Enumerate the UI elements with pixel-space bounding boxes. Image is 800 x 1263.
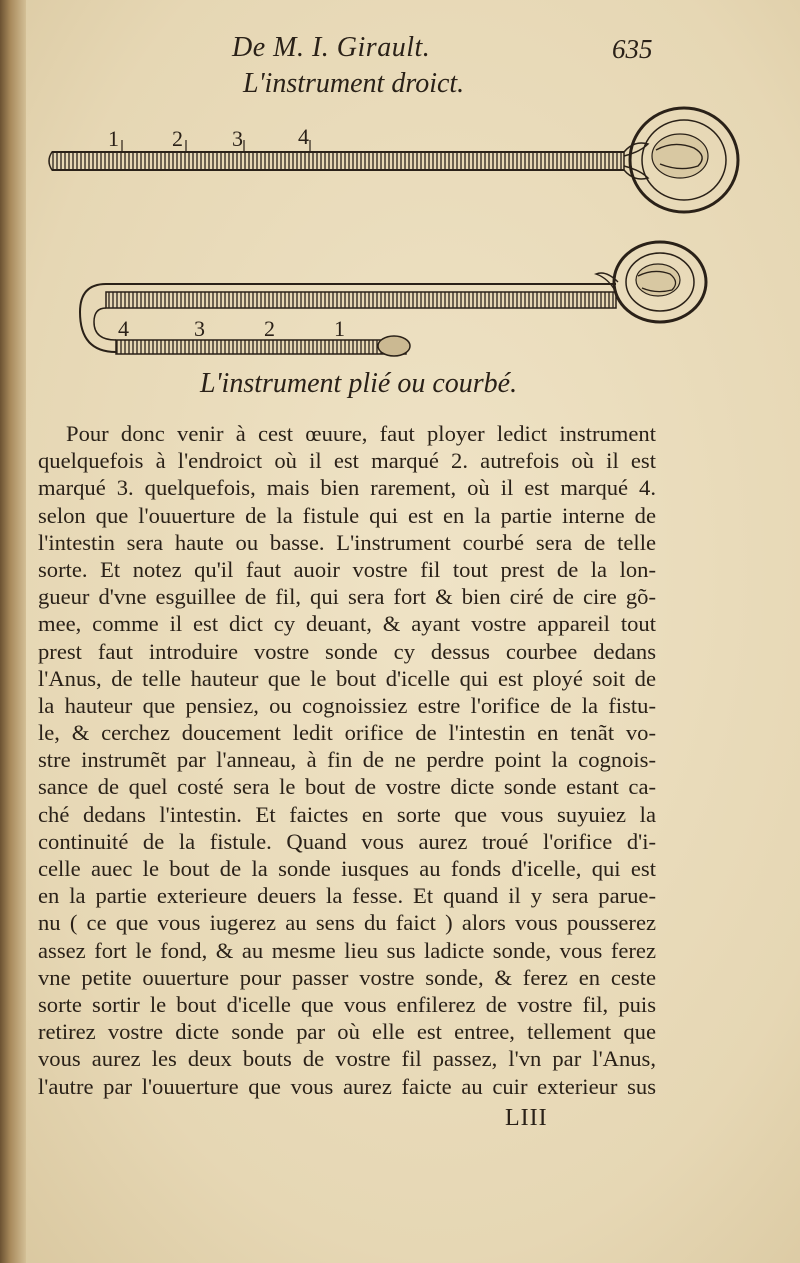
running-head: De M. I. Girault.	[232, 32, 431, 63]
text-line: en la partie exterieure deuers la fesse. Et quand il y sera parue-	[38, 883, 656, 909]
text-line: marqué 3. quelquefois, mais bien rarement, où il est marqué 4.	[38, 475, 656, 501]
mark-number: 3	[194, 316, 205, 341]
text-line: l'Anus, de telle hauteur que le bout d'icelle qui est ployé soit de	[38, 665, 656, 691]
text-line: gueur d'vne esguillee de fil, qui sera fort & bien ciré de cire gõ-	[38, 584, 656, 610]
text-line: celle auec le bout de la sonde iusques au fonds d'icelle, qui est	[38, 856, 656, 881]
text-line: quelquefois à l'endroict où il est marqué 2. autrefois où il est	[38, 448, 656, 474]
text-line: stre instrumẽt par l'anneau, à fin de ne perdre point la cognois-	[38, 747, 656, 773]
mark-number: 1	[334, 316, 345, 341]
bent-instrument-caption: L'instrument plié ou courbé.	[200, 368, 518, 399]
text-line: mee, comme il est dict cy deuant, & ayant vostre appareil tout	[38, 611, 656, 637]
straight-instrument-figure	[44, 100, 744, 220]
page-number: 635	[612, 34, 653, 64]
text-line: Pour donc venir à cest œuure, faut ployer ledict instrument	[66, 421, 656, 446]
body-text	[38, 420, 656, 1100]
text-line: assez fort le fond, & au mesme lieu sus ladicte sonde, vous ferez	[38, 937, 656, 963]
mark-number: 3	[232, 126, 243, 151]
text-line: vne petite ouuerture pour passer vostre sonde, & ferez en ceste	[38, 964, 656, 990]
mark-number: 2	[172, 126, 183, 151]
text-line: ché dedans l'intestin. Et faictes en sorte que vous suyuiez la	[38, 801, 656, 827]
mark-number: 2	[264, 316, 275, 341]
text-line: l'intestin sera haute ou basse. L'instrument courbé sera de telle	[38, 529, 656, 555]
signature-mark: LIII	[505, 1105, 548, 1131]
text-line: continuité de la fistule. Quand vous aurez troué l'orifice d'i-	[38, 828, 656, 854]
text-line: retirez vostre dicte sonde par où elle est entree, tellement que	[38, 1019, 656, 1045]
text-line: selon que l'ouuerture de la fistule qui est en la partie interne de	[38, 502, 656, 528]
text-line: la hauteur que pensiez, ou cognoissiez estre l'orifice de la fistu-	[38, 692, 656, 718]
text-line: l'autre par l'ouuerture que vous aurez faicte au cuir exterieur sus	[38, 1073, 656, 1099]
bent-instrument-figure	[76, 240, 716, 370]
text-line: prest faut introduire vostre sonde cy dessus courbee dedans	[38, 638, 656, 664]
text-line: nu ( ce que vous iugerez au sens du faict ) alors vous pousserez	[38, 910, 656, 936]
text-line: vous aurez les deux bouts de vostre fil passez, l'vn par l'Anus,	[38, 1046, 656, 1072]
binding-edge	[0, 0, 26, 1263]
mark-number: 4	[298, 124, 309, 149]
text-line: sorte sortir le bout d'icelle que vous enfilerez de vostre fil, puis	[38, 991, 656, 1017]
mark-number: 4	[118, 316, 129, 341]
straight-instrument-illustration	[44, 100, 744, 220]
mark-number: 1	[108, 126, 119, 151]
text-line: sorte. Et notez qu'il faut auoir vostre fil tout prest de la lon-	[38, 556, 656, 582]
page-header	[0, 30, 800, 70]
straight-instrument-title: L'instrument droict.	[243, 68, 465, 99]
text-line: le, & cerchez doucement ledit orifice de l'intestin en tenãt vo-	[38, 720, 656, 746]
bent-instrument-illustration	[76, 240, 716, 370]
text-line: sance de quel costé sera le bout de vostre dicte sonde estant ca-	[38, 774, 656, 800]
